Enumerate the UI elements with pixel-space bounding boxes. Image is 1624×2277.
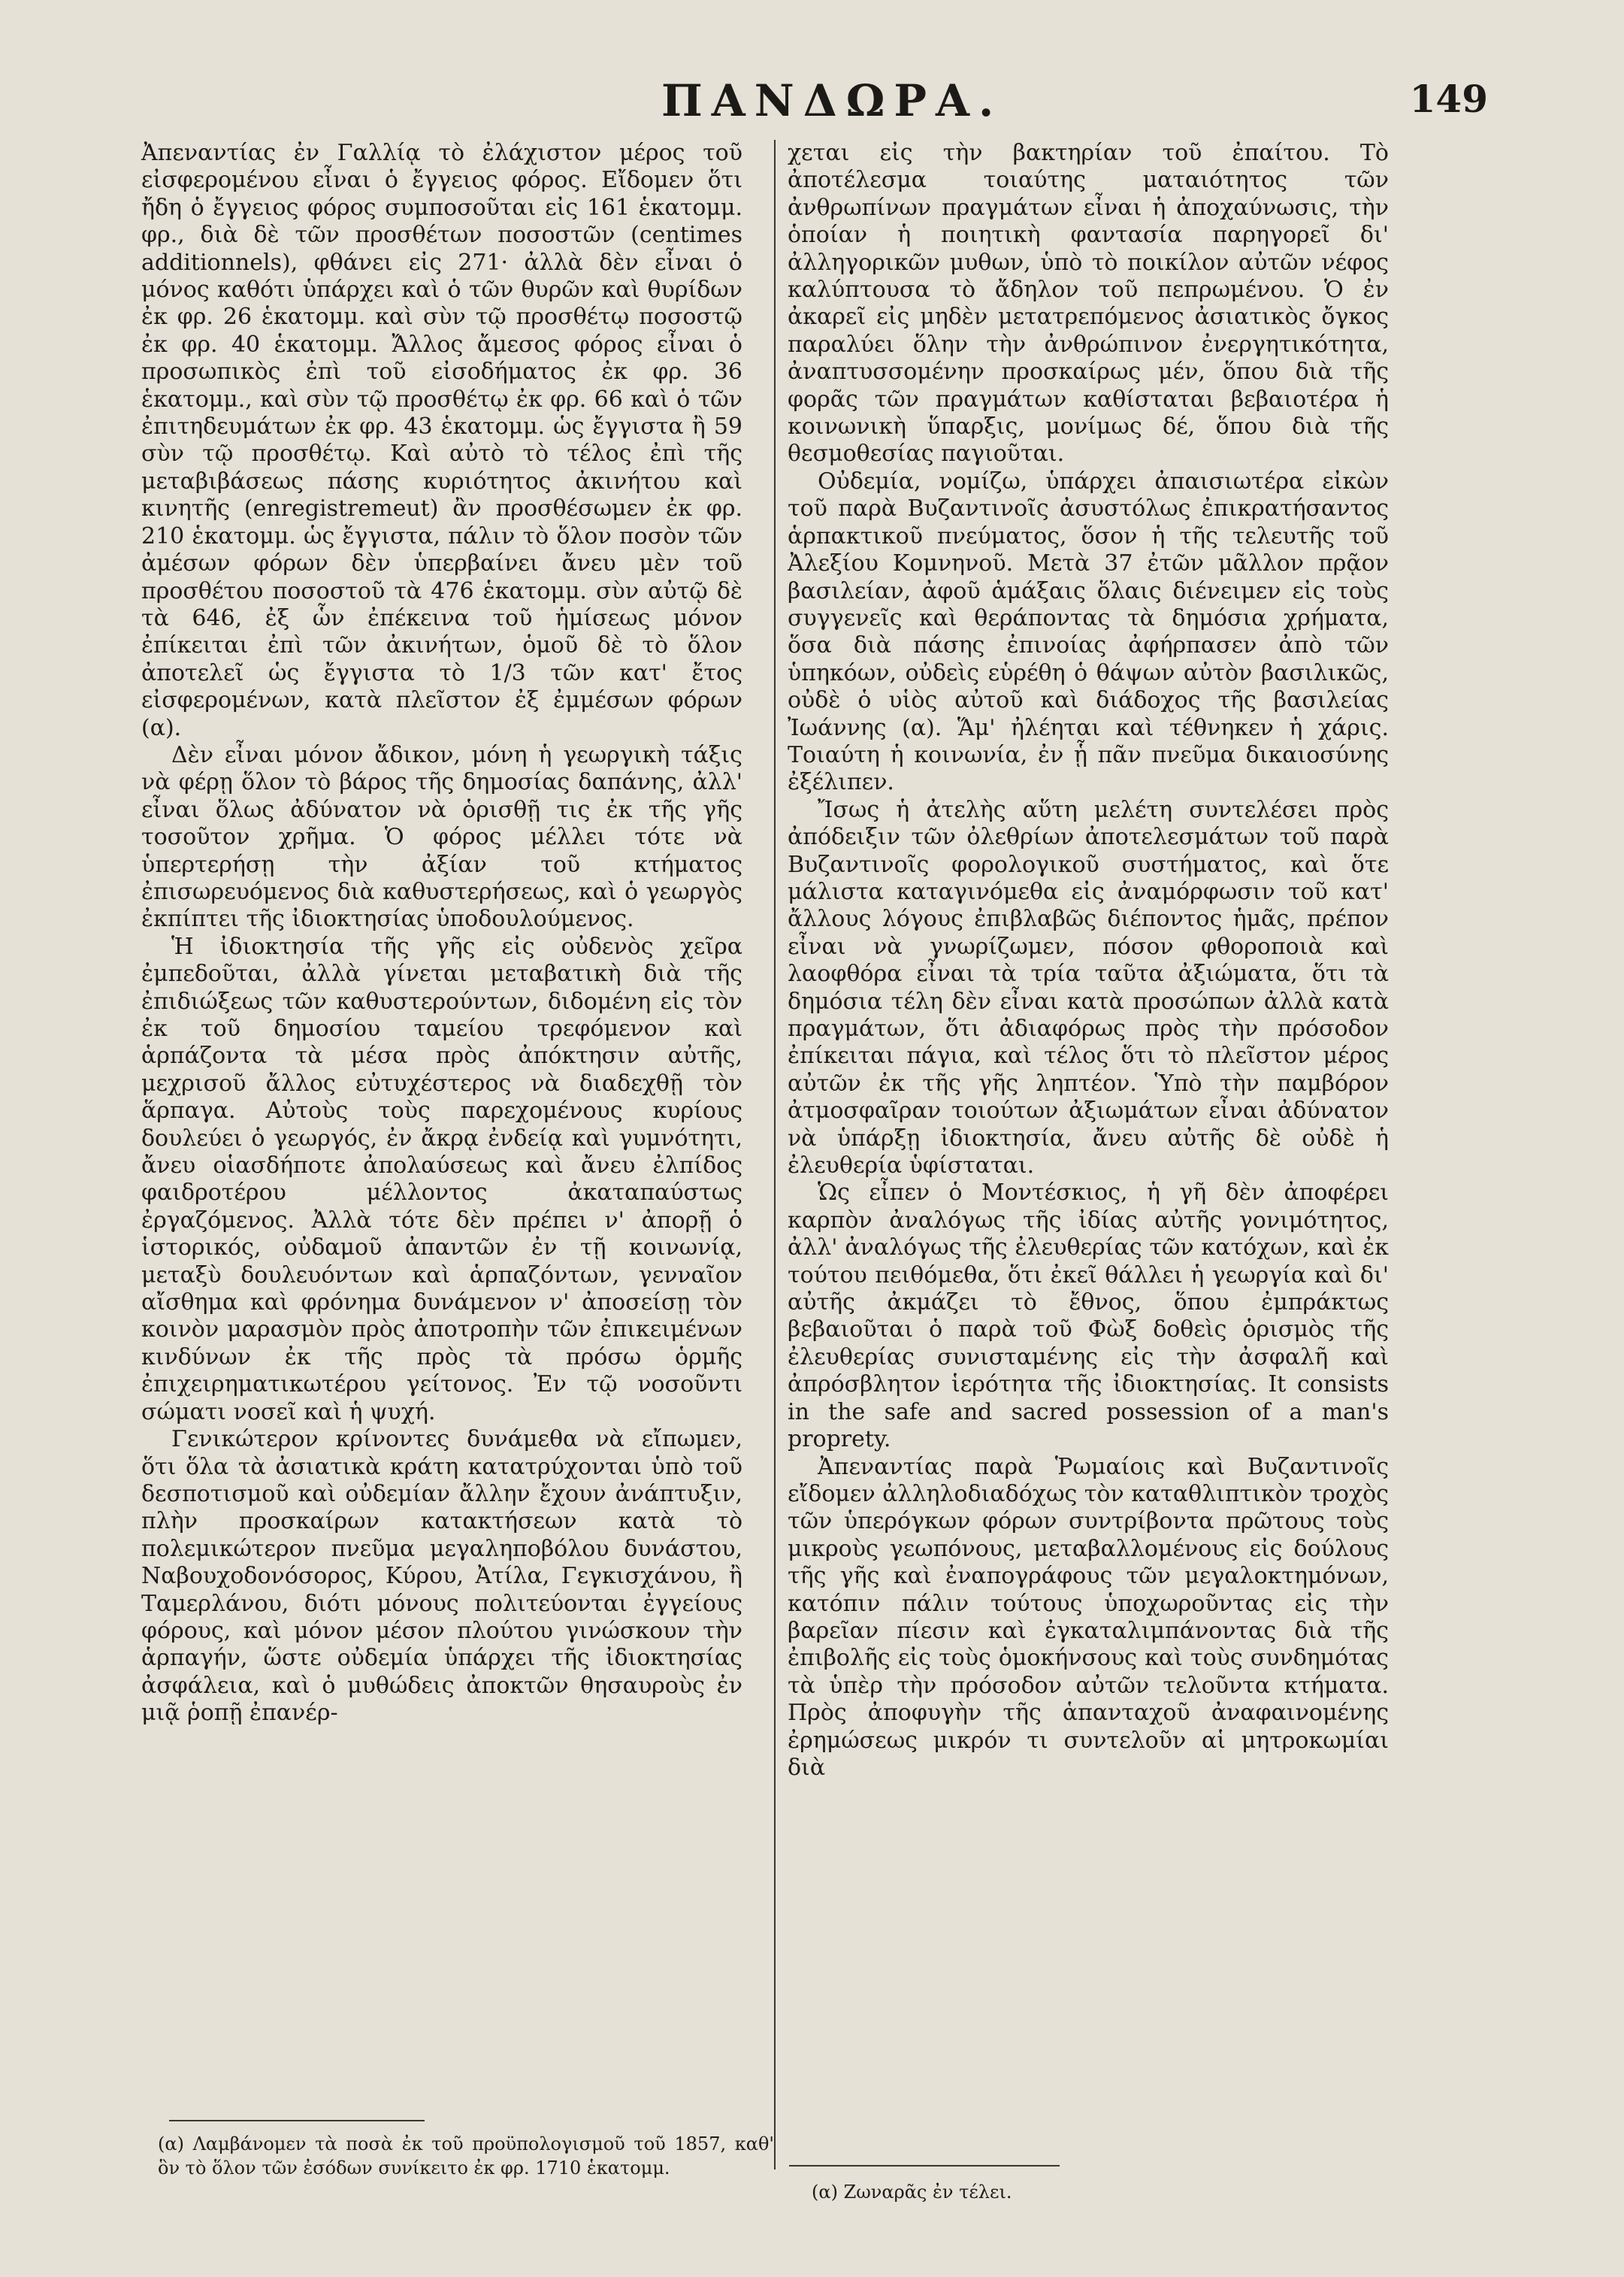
paragraph: Οὐδεμία, νομίζω, ὑπάρχει ἀπαισιωτέρα εἰκὼν τοῦ παρὰ Βυζαντινοῖς ἀσυστόλως ἐπικρατήσαντος ἁρπακτικοῦ πνεύματος, ὅσον ἡ τῆς τελευτῆς τοῦ Ἀλεξίου Κομνηνοῦ. Μετὰ 37 ἐτῶν μᾶλλον πρᾷον βασιλείαν, ἀφοῦ ἁμάξαις ὅλαις διένειμεν εἰς τοὺς συγγενεῖς καὶ θεράποντας τὰ δημόσια χρήματα, ὅσα διὰ πάσης ἐπινοίας ἀφήρπασεν ἀπὸ τῶν ὑπηκόων, οὐδεὶς εὑρέθη ὁ θάψων αὐτὸν βασιλικῶς, οὐδὲ ὁ υἱὸς αὐτοῦ καὶ διάδοχος τῆς βασιλείας Ἰωάννης (α). Ἅμ' ἠλέηται καὶ τέθνηκεν ἡ χάρις. Τοιαύτη ἡ κοινωνία, ἐν ᾗ πᾶν πνεῦμα δικαιοσύνης ἐξέλιπεν.: [788, 468, 1389, 796]
paragraph: χεται εἰς τὴν βακτηρίαν τοῦ ἐπαίτου. Τὸ ἀποτέλεσμα τοιαύτης ματαιότητος τῶν ἀνθρωπίνων πραγμάτων εἶναι ἡ ἀποχαύνωσις, τὴν ὁποίαν ἡ ποιητικὴ φαντασία παρηγορεῖ δι' ἀλληγορικῶν μυθων, ὑπὸ τὸ ποικίλον αὐτῶν νέφος καλύπτουσα τὸ ἄδηλον τοῦ πεπρωμένου. Ὁ ἐν ἀκαρεῖ εἰς μηδὲν μετατρεπόμενος ἀσιατικὸς ὄγκος παραλύει ὅλην τὴν ἀνθρώπινον ἐνεργητικότητα, ἀναπτυσσομένην προσκαίρως μέν, ὅπου διὰ τῆς φορᾶς τῶν πραγμάτων καθίσταται βεβαιοτέρα ἡ κοινωνικὴ ὕπαρξις, μονίμως δέ, ὅπου διὰ τῆς θεσμοθεσίας παγιοῦται.: [788, 140, 1389, 468]
left-column: [141, 140, 742, 1727]
paragraph: Ἴσως ἡ ἀτελὴς αὕτη μελέτη συντελέσει πρὸς ἀπόδειξιν τῶν ὀλεθρίων ἀποτελεσμάτων τοῦ παρὰ Βυζαντινοῖς φορολογικοῦ συστήματος, καὶ ὅτε μάλιστα καταγινόμεθα εἰς ἀναμόρφωσιν τοῦ κατ' ἄλλους λόγους ἐπιβλαβῶς διέποντος ἡμᾶς, πρέπον εἶναι νὰ γνωρίζωμεν, πόσον φθοροποιὰ καὶ λαοφθόρα εἶναι τὰ τρία ταῦτα ἀξιώματα, ὅτι τὰ δημόσια τέλη δὲν εἶναι κατὰ προσώπων ἀλλὰ κατὰ πραγμάτων, ὅτι ἀδιαφόρως πρὸς τὴν πρόσοδον ἐπίκειται πάγια, καὶ τέλος ὅτι τὸ πλεῖστον μέρος αὐτῶν ἐκ τῆς γῆς ληπτέον. Ὑπὸ τὴν παμβόρον ἀτμοσφαῖραν τοιούτων ἀξιωμάτων εἶναι ἀδύνατον νὰ ὑπάρξῃ ἰδιοκτησία, ἄνευ αὐτῆς δὲ οὐδὲ ἡ ἐλευθερία ὑφίσταται.: [788, 796, 1389, 1179]
page-number: 149: [1409, 77, 1488, 121]
footnote-right: (α) Ζωναρᾶς ἐν τέλει.: [812, 2182, 1012, 2203]
paragraph: Δὲν εἶναι μόνον ἄδικον, μόνη ἡ γεωργικὴ τάξις νὰ φέρῃ ὅλον τὸ βάρος τῆς δημοσίας δαπάνης, ἀλλ' εἶναι ὅλως ἀδύνατον νὰ ὁρισθῇ τις ἐκ τῆς γῆς τοσοῦτον χρῆμα. Ὁ φόρος μέλλει τότε νὰ ὑπερτερήσῃ τὴν ἀξίαν τοῦ κτήματος ἐπισωρευόμενος διὰ καθυστερήσεως, καὶ ὁ γεωργὸς ἐκπίπτει τῆς ἰδιοκτησίας ὑποδουλούμενος.: [141, 741, 742, 933]
paragraph: Ἀπεναντίας ἐν Γαλλίᾳ τὸ ἐλάχιστον μέρος τοῦ εἰσφερομένου εἶναι ὁ ἔγγειος φόρος. Εἴδομεν ὅτι ἤδη ὁ ἔγγειος φόρος συμποσοῦται εἰς 161 ἑκατομμ. φρ., διὰ δὲ τῶν προσθέτων ποσοστῶν (centimes additionnels), φθάνει εἰς 271· ἀλλὰ δὲν εἶναι ὁ μόνος καθότι ὑπάρχει καὶ ὁ τῶν θυρῶν καὶ θυρίδων ἐκ φρ. 26 ἑκατομμ. καὶ σὺν τῷ προσθέτῳ ποσοστῷ ἐκ φρ. 40 ἑκατομμ. Ἄλλος ἄμεσος φόρος εἶναι ὁ προσωπικὸς ἐπὶ τοῦ εἰσοδήματος ἐκ φρ. 36 ἑκατομμ., καὶ σὺν τῷ προσθέτῳ ἐκ φρ. 66 καὶ ὁ τῶν ἐπιτηδευμάτων ἐκ φρ. 43 ἑκατομμ. ὡς ἔγγιστα ἢ 59 σὺν τῷ προσθέτῳ. Καὶ αὐτὸ τὸ τέλος ἐπὶ τῆς μεταβιβάσεως πάσης κυριότητος ἀκινήτου καὶ κινητῆς (enregistremeut) ἂν προσθέσωμεν ἐκ φρ. 210 ἑκατομμ. ὡς ἔγγιστα, πάλιν τὸ ὅλον ποσὸν τῶν ἀμέσων φόρων δὲν ὑπερβαίνει ἄνευ μὲν τοῦ προσθέτου ποσοστοῦ τὰ 476 ἑκατομμ. σὺν αὐτῷ δὲ τὰ 646, ἐξ ὧν ἐπέκεινα τοῦ ἡμίσεως μόνον ἐπίκειται ἐπὶ τῶν ἀκινήτων, ὁμοῦ δὲ τὸ ὅλον ἀποτελεῖ ὡς ἔγγιστα τὸ 1/3 τῶν κατ' ἔτος εἰσφερομένων, κατὰ πλεῖστον ἐξ ἐμμέσων φόρων (α).: [141, 140, 742, 741]
footnote-rule-left: [169, 2120, 425, 2121]
footnote-left: (α) Λαμβάνομεν τὰ ποσὰ ἐκ τοῦ προϋπολογισμοῦ τοῦ 1857, καθ' ὃν τὸ ὅλον τῶν ἐσόδων συνίκειτο ἐκ φρ. 1710 ἑκατομμ.: [158, 2133, 774, 2179]
running-head-title: ΠΑΝΔΩΡΑ.: [661, 75, 1003, 126]
paragraph: Ἡ ἰδιοκτησία τῆς γῆς εἰς οὐδενὸς χεῖρα ἐμπεδοῦται, ἀλλὰ γίνεται μεταβατικὴ διὰ τῆς ἐπιδιώξεως τῶν καθυστερούντων, διδομένη εἰς τὸν ἐκ τοῦ δημοσίου ταμείου τρεφόμενον καὶ ἁρπάζοντα τὰ μέσα πρὸς ἀπόκτησιν αὐτῆς, μεχρισοῦ ἄλλος εὐτυχέστερος νὰ διαδεχθῇ τὸν ἅρπαγα. Αὐτοὺς τοὺς παρεχομένους κυρίους δουλεύει ὁ γεωργός, ἐν ἄκρᾳ ἐνδείᾳ καὶ γυμνότητι, ἄνευ οἱασδήποτε ἀπολαύσεως καὶ ἄνευ ἐλπίδος φαιδροτέρου μέλλοντος ἀκαταπαύστως ἐργαζόμενος. Ἀλλὰ τότε δὲν πρέπει ν' ἀπορῇ ὁ ἱστορικός, οὐδαμοῦ ἀπαντῶν ἐν τῇ κοινωνίᾳ, μεταξὺ δουλευόντων καὶ ἁρπαζόντων, γενναῖον αἴσθημα καὶ φρόνημα δυνάμενον ν' ἀποσείσῃ τὸν κοινὸν μαρασμὸν πρὸς ἀποτροπὴν τῶν ἐπικειμένων κινδύνων ἐκ τῆς πρὸς τὰ πρόσω ὁρμῆς ἐπιχειρηματικωτέρου γείτονος. Ἐν τῷ νοσοῦντι σώματι νοσεῖ καὶ ἡ ψυχή.: [141, 933, 742, 1425]
paragraph: Ὡς εἶπεν ὁ Μοντέσκιος, ἡ γῆ δὲν ἀποφέρει καρπὸν ἀναλόγως τῆς ἰδίας αὐτῆς γονιμότητος, ἀλλ' ἀναλόγως τῆς ἐλευθερίας τῶν κατόχων, καὶ ἐκ τούτου πειθόμεθα, ὅτι ἐκεῖ θάλλει ἡ γεωργία καὶ δι' αὐτῆς ἀκμάζει τὸ ἔθνος, ὅπου ἐμπράκτως βεβαιοῦται ὁ παρὰ τοῦ Φὼξ δοθεὶς ὁρισμὸς τῆς ἐλευθερίας συνισταμένης εἰς τὴν ἀσφαλῆ καὶ ἀπρόσβλητον ἱερότητα τῆς ἰδιοκτησίας. It consists in the safe and sacred possession of a man's proprety.: [788, 1179, 1389, 1453]
right-column: [788, 140, 1389, 1782]
paragraph: Ἀπεναντίας παρὰ Ῥωμαίοις καὶ Βυζαντινοῖς εἴδομεν ἀλληλοδιαδόχως τὸν καταθλιπτικὸν τροχὸς τῶν ὑπερόγκων φόρων συντρίβοντα πρῶτους τοὺς μικροὺς γεωπόνους, μεταβαλλομένους εἰς δούλους τῆς γῆς καὶ ἐναπογράφους τῶν μεγαλοκτημόνων, κατόπιν πάλιν τούτους ὑποχωροῦντας εἰς τὴν βαρεῖαν πίεσιν καὶ ἐγκαταλιμπάνοντας διὰ τῆς ἐπιβολῆς εἰς τοὺς ὁμοκήνσους καὶ τοὺς συνδημότας τὰ ὑπὲρ τὴν πρόσοδον αὐτῶν τελοῦντα κτήματα. Πρὸς ἀποφυγὴν τῆς ἁπανταχοῦ ἀναφαινομένης ἐρημώσεως μικρόν τι συντελοῦν αἱ μητροκωμίαι διὰ: [788, 1453, 1389, 1781]
footnote-rule-right: [789, 2165, 1060, 2166]
paragraph: Γενικώτερον κρίνοντες δυνάμεθα νὰ εἴπωμεν, ὅτι ὅλα τὰ ἀσιατικὰ κράτη κατατρύχονται ὑπὸ τοῦ δεσποτισμοῦ καὶ οὐδεμίαν ἄλλην ἔχουν ἀνάπτυξιν, πλὴν προσκαίρων κατακτήσεων κατὰ τὸ πολεμικώτερον πνεῦμα μεγαληποβόλου δυνάστου, Ναβουχοδονόσορος, Κύρου, Ἀτίλα, Γεγκισχάνου, ἢ Ταμερλάνου, διότι μόνους πολιτεύονται ἐγγείους φόρους, καὶ μόνον μέσον πλούτου γινώσκουν τὴν ἁρπαγήν, ὥστε οὐδεμία ὑπάρχει τῆς ἰδιοκτησίας ἀσφάλεια, καὶ ὁ μυθώδεις ἀποκτῶν θησαυροὺς ἐν μιᾷ ῥοπῇ ἐπανέρ-: [141, 1426, 742, 1727]
column-divider: [774, 140, 776, 2170]
